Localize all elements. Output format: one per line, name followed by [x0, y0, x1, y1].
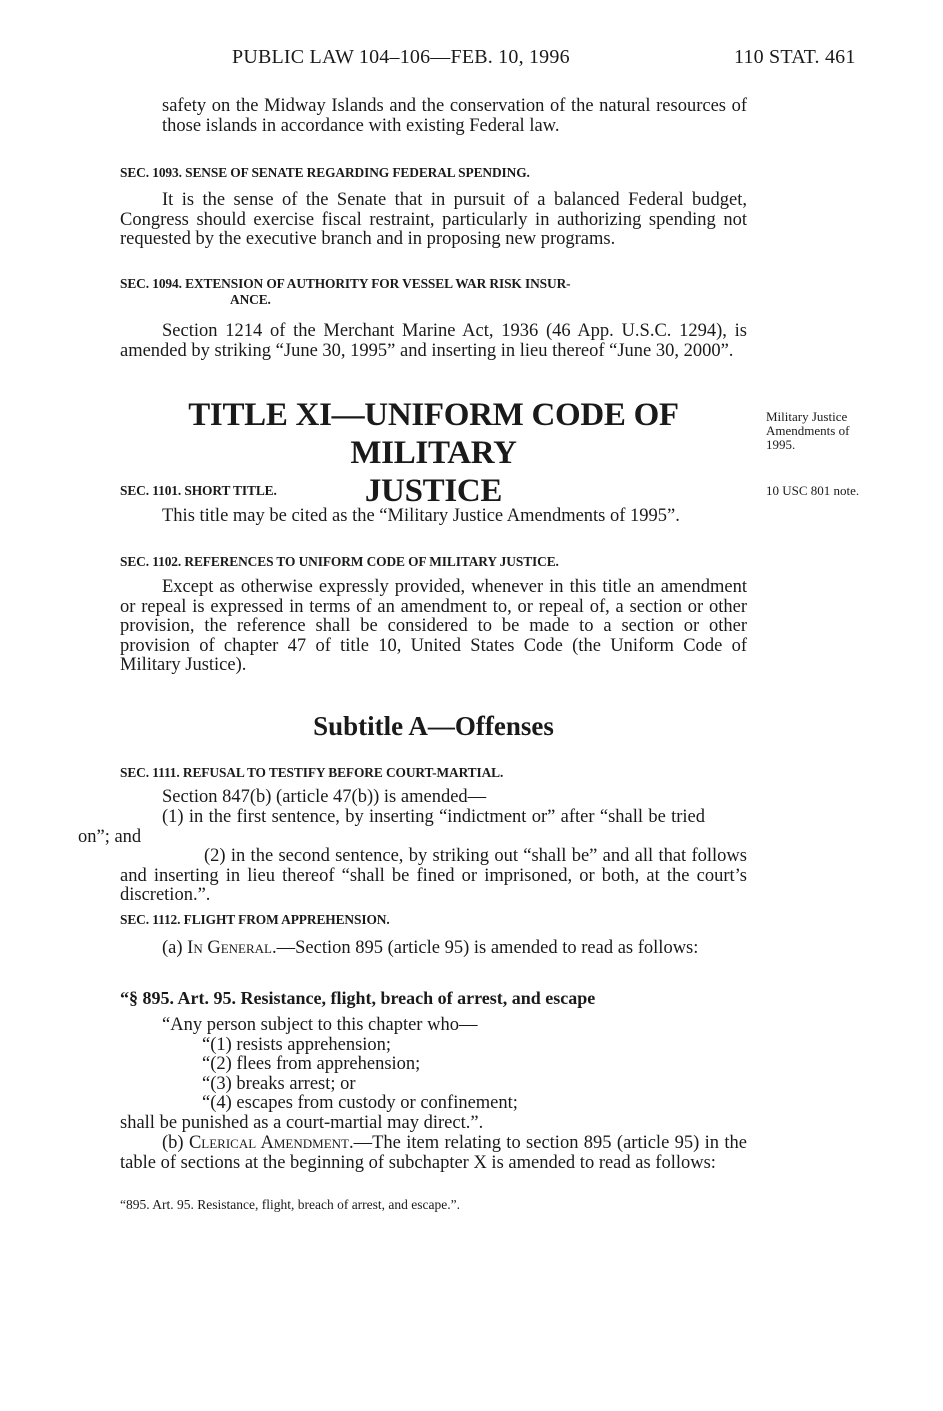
table-of-sections-item: “895. Art. 95. Resistance, flight, breach of arrest, and escape.”.: [120, 1197, 460, 1212]
section-heading-1094: [120, 276, 747, 308]
section-body-1094: Section 1214 of the Merchant Marine Act, 1936 (46 App. U.S.C. 1294), is amended by striking “June 30, 1995” and inserting in lieu thereof “June 30, 2000”.: [120, 321, 747, 361]
margin-note-1101: 10 USC 801 note.: [766, 483, 860, 498]
sub-b-caption: Clerical Amendment: [188, 1133, 349, 1153]
list-item: “(3) breaks arrest; or: [202, 1073, 356, 1094]
section-intro-1111: Section 847(b) (article 47(b)) is amended—: [162, 787, 487, 807]
article-text: [120, 1016, 747, 1134]
section-item-1111-1: (1) in the first sentence, by inserting “indictment or” after “shall be tried on”; and: [78, 807, 705, 847]
list-item: “(4) escapes from custody or confinement;: [202, 1093, 518, 1114]
section-body-1101: This title may be cited as the “Military Justice Amendments of 1995”.: [162, 506, 680, 526]
list-item: “(2) flees from apprehension;: [202, 1054, 421, 1075]
section-body-1112-b: [120, 1134, 747, 1173]
section-heading-1094-line2: ANCE.: [230, 292, 271, 307]
section-heading-1093: SEC. 1093. SENSE OF SENATE REGARDING FEDERAL SPENDING.: [120, 165, 530, 180]
sub-a-caption: In General: [187, 938, 272, 958]
section-body-1093: It is the sense of the Senate that in pursuit of a balanced Federal budget, Congress should exercise fiscal restraint, particularly in authorizing spending not requested by the executive branch and in proposing new programs.: [120, 190, 747, 250]
title-line-2: JUSTICE: [364, 473, 503, 509]
section-heading-1111: SEC. 1111. REFUSAL TO TESTIFY BEFORE COURT-MARTIAL.: [120, 765, 504, 780]
margin-note-title: Military Justice Amendments of 1995.: [766, 409, 850, 452]
section-body-1102: Except as otherwise expressly provided, whenever in this title an amendment or repeal is expressed in terms of an amendment to, or repeal of, a section or other provision, the reference shall be considered to be made to a section or other provision of chapter 47 of title 10, United States Code (the Uniform Code of Military Justice).: [120, 577, 747, 676]
article-tail: shall be punished as a court-martial may direct.”.: [120, 1112, 484, 1133]
sub-a-label: (a): [162, 938, 188, 958]
section-heading-1102: SEC. 1102. REFERENCES TO UNIFORM CODE OF MILITARY JUSTICE.: [120, 554, 559, 569]
section-heading-1101: SEC. 1101. SHORT TITLE.: [120, 483, 277, 498]
section-heading-1094-line1: SEC. 1094. EXTENSION OF AUTHORITY FOR VESSEL WAR RISK INSUR-: [120, 276, 571, 291]
section-body-1112-a: [120, 939, 747, 959]
title-line-1: TITLE XI—UNIFORM CODE OF MILITARY: [188, 397, 679, 471]
section-heading-1112: SEC. 1112. FLIGHT FROM APPREHENSION.: [120, 912, 390, 927]
sub-b-label: (b): [162, 1133, 189, 1153]
list-item: “(1) resists apprehension;: [202, 1034, 392, 1055]
running-header: PUBLIC LAW 104–106—FEB. 10, 1996: [232, 46, 570, 68]
article-lead: “Any person subject to this chapter who—: [162, 1015, 478, 1035]
sub-a-text: .—Section 895 (article 95) is amended to read as follows:: [271, 938, 699, 958]
section-item-1111-2: (2) in the second sentence, by striking out “shall be” and all that follows and inserting in lieu thereof “shall be fined or imprisoned, or both, at the court’s discretion.”.: [120, 846, 747, 906]
article-heading: “§ 895. Art. 95. Resistance, flight, breach of arrest, and escape: [120, 988, 596, 1008]
paragraph-continuation: safety on the Midway Islands and the conservation of the natural resources of those islands in accordance with existing Federal law.: [162, 96, 747, 136]
sub-b-text: .—The item relating to section 895 (article 95) in the table of sections at the beginning of subchapter X is amended to read as follows:: [120, 1133, 748, 1173]
page-number: 110 STAT. 461: [734, 46, 856, 68]
subtitle-heading: Subtitle A—Offenses: [313, 711, 554, 741]
